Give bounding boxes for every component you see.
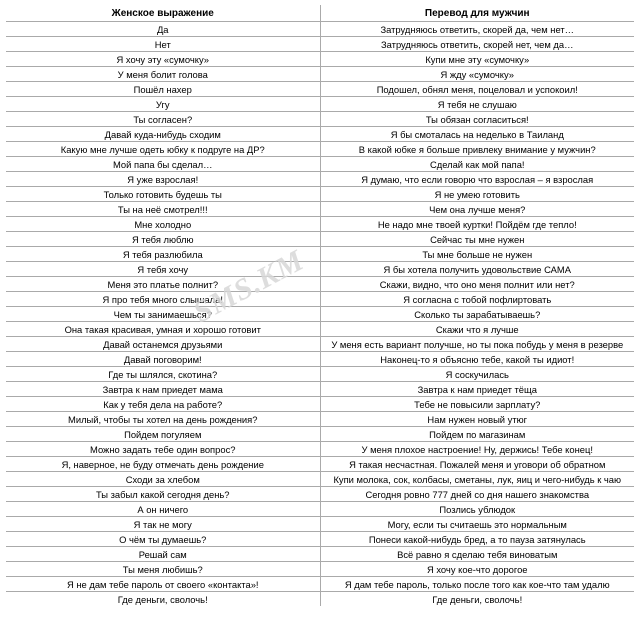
cell-male-translation: Я бы смоталась на неделько в Таиланд (320, 127, 634, 142)
column-header-male: Перевод для мужчин (320, 5, 634, 22)
table-row (6, 277, 634, 292)
table-row (6, 517, 634, 532)
cell-female-phrase: Где ты шлялся, скотина? (6, 367, 320, 382)
table-row (6, 322, 634, 337)
table-head (6, 5, 634, 22)
cell-male-translation: Пойдем по магазинам (320, 427, 634, 442)
cell-male-translation: Я такая несчастная. Пожалей меня и уговори об обратном (320, 457, 634, 472)
phrasebook-table (6, 5, 634, 606)
cell-male-translation: Подошел, обнял меня, поцеловал и успокоил! (320, 82, 634, 97)
cell-male-translation: Я соскучилась (320, 367, 634, 382)
cell-male-translation: Понеси какой-нибудь бред, а то пауза затянулась (320, 532, 634, 547)
cell-female-phrase: Милый, чтобы ты хотел на день рождения? (6, 412, 320, 427)
cell-male-translation: Я не умею готовить (320, 187, 634, 202)
watermark: SMS.KM (188, 243, 310, 330)
table-row (6, 172, 634, 187)
table-body (6, 22, 634, 607)
table-row (6, 262, 634, 277)
cell-male-translation: Затрудняюсь ответить, скорей нет, чем да… (320, 37, 634, 52)
table-row (6, 142, 634, 157)
table-header-row (6, 5, 634, 22)
cell-male-translation: Могу, если ты считаешь это нормальным (320, 517, 634, 532)
table-row (6, 367, 634, 382)
cell-male-translation: Чем она лучше меня? (320, 202, 634, 217)
cell-female-phrase: Можно задать тебе один вопрос? (6, 442, 320, 457)
table-row (6, 337, 634, 352)
table-row (6, 577, 634, 592)
cell-female-phrase: Чем ты занимаешься? (6, 307, 320, 322)
table-row (6, 82, 634, 97)
cell-female-phrase: Я не дам тебе пароль от своего «контакта»! (6, 577, 320, 592)
table-row (6, 97, 634, 112)
table-row (6, 157, 634, 172)
cell-male-translation: Я жду «сумочку» (320, 67, 634, 82)
cell-male-translation: Нам нужен новый утюг (320, 412, 634, 427)
table-row (6, 457, 634, 472)
cell-male-translation: Скажи, видно, что оно меня полнит или нет? (320, 277, 634, 292)
table-row (6, 247, 634, 262)
cell-female-phrase: А он ничего (6, 502, 320, 517)
cell-male-translation: В какой юбке я больше привлеку внимание у мужчин? (320, 142, 634, 157)
cell-female-phrase: Ты согласен? (6, 112, 320, 127)
table-row (6, 52, 634, 67)
cell-female-phrase: Давай куда-нибудь сходим (6, 127, 320, 142)
table-row (6, 412, 634, 427)
cell-female-phrase: Я хочу эту «сумочку» (6, 52, 320, 67)
cell-male-translation: Где деньги, сволочь! (320, 592, 634, 607)
cell-male-translation: Позлись ублюдок (320, 502, 634, 517)
cell-male-translation: Я тебя не слушаю (320, 97, 634, 112)
cell-female-phrase: Да (6, 22, 320, 37)
cell-female-phrase: Ты меня любишь? (6, 562, 320, 577)
cell-female-phrase: Она такая красивая, умная и хорошо готовит (6, 322, 320, 337)
table-row (6, 382, 634, 397)
table-row (6, 307, 634, 322)
table-row (6, 37, 634, 52)
cell-male-translation: Я бы хотела получить удовольствие САМА (320, 262, 634, 277)
cell-female-phrase: Завтра к нам приедет мама (6, 382, 320, 397)
table-row (6, 562, 634, 577)
cell-female-phrase: Только готовить будешь ты (6, 187, 320, 202)
cell-male-translation: Я согласна с тобой пофлиртовать (320, 292, 634, 307)
cell-male-translation: Наконец-то я объясню тебе, какой ты идиот! (320, 352, 634, 367)
cell-female-phrase: Меня это платье полнит? (6, 277, 320, 292)
column-header-female: Женское выражение (6, 5, 320, 22)
cell-female-phrase: Ты на неё смотрел!!! (6, 202, 320, 217)
cell-male-translation: Тебе не повысили зарплату? (320, 397, 634, 412)
cell-female-phrase: Сходи за хлебом (6, 472, 320, 487)
cell-female-phrase: О чём ты думаешь? (6, 532, 320, 547)
cell-female-phrase: Мой папа бы сделал… (6, 157, 320, 172)
cell-female-phrase: Я про тебя много слышала! (6, 292, 320, 307)
table-row (6, 532, 634, 547)
cell-female-phrase: Ты забыл какой сегодня день? (6, 487, 320, 502)
cell-male-translation: Сейчас ты мне нужен (320, 232, 634, 247)
table-row (6, 202, 634, 217)
cell-female-phrase: У меня болит голова (6, 67, 320, 82)
table-row (6, 232, 634, 247)
table-row (6, 427, 634, 442)
cell-female-phrase: Я, наверное, не буду отмечать день рождение (6, 457, 320, 472)
cell-female-phrase: Я так не могу (6, 517, 320, 532)
cell-female-phrase: Угу (6, 97, 320, 112)
cell-male-translation: У меня плохое настроение! Ну, держись! Тебе конец! (320, 442, 634, 457)
cell-male-translation: Я хочу кое-что дорогое (320, 562, 634, 577)
cell-male-translation: У меня есть вариант получше, но ты пока побудь у меня в резерве (320, 337, 634, 352)
cell-female-phrase: Нет (6, 37, 320, 52)
table-row (6, 112, 634, 127)
cell-female-phrase: Пошёл нахер (6, 82, 320, 97)
table-row (6, 352, 634, 367)
cell-male-translation: Ты обязан согласиться! (320, 112, 634, 127)
cell-female-phrase: Я тебя разлюбила (6, 247, 320, 262)
cell-female-phrase: Давай поговорим! (6, 352, 320, 367)
cell-male-translation: Купи мне эту «сумочку» (320, 52, 634, 67)
table-row (6, 592, 634, 607)
cell-female-phrase: Я уже взрослая! (6, 172, 320, 187)
table-row (6, 187, 634, 202)
table-row (6, 67, 634, 82)
cell-female-phrase: Давай останемся друзьями (6, 337, 320, 352)
cell-female-phrase: Решай сам (6, 547, 320, 562)
cell-male-translation: Сколько ты зарабатываешь? (320, 307, 634, 322)
cell-male-translation: Не надо мне твоей куртки! Пойдём где тепло! (320, 217, 634, 232)
table-row (6, 502, 634, 517)
table-row (6, 487, 634, 502)
cell-female-phrase: Какую мне лучше одеть юбку к подруге на ДР? (6, 142, 320, 157)
cell-female-phrase: Пойдем погуляем (6, 427, 320, 442)
table-row (6, 127, 634, 142)
cell-female-phrase: Где деньги, сволочь! (6, 592, 320, 607)
cell-male-translation: Я дам тебе пароль, только после того как кое-что там удалю (320, 577, 634, 592)
cell-male-translation: Сделай как мой папа! (320, 157, 634, 172)
table-row (6, 472, 634, 487)
cell-male-translation: Сегодня ровно 777 дней со дня нашего знакомства (320, 487, 634, 502)
cell-male-translation: Затрудняюсь ответить, скорей да, чем нет… (320, 22, 634, 37)
table-row (6, 292, 634, 307)
cell-male-translation: Я думаю, что если говорю что взрослая – я взрослая (320, 172, 634, 187)
table-row (6, 547, 634, 562)
cell-female-phrase: Я тебя люблю (6, 232, 320, 247)
table-row (6, 442, 634, 457)
cell-male-translation: Всё равно я сделаю тебя виноватым (320, 547, 634, 562)
table-row (6, 22, 634, 37)
cell-male-translation: Купи молока, сок, колбасы, сметаны, лук, яиц и чего-нибудь к чаю (320, 472, 634, 487)
table-row (6, 217, 634, 232)
cell-female-phrase: Я тебя хочу (6, 262, 320, 277)
cell-female-phrase: Как у тебя дела на работе? (6, 397, 320, 412)
cell-male-translation: Ты мне больше не нужен (320, 247, 634, 262)
cell-female-phrase: Мне холодно (6, 217, 320, 232)
cell-male-translation: Завтра к нам приедет тёща (320, 382, 634, 397)
table-row (6, 397, 634, 412)
cell-male-translation: Скажи что я лучше (320, 322, 634, 337)
